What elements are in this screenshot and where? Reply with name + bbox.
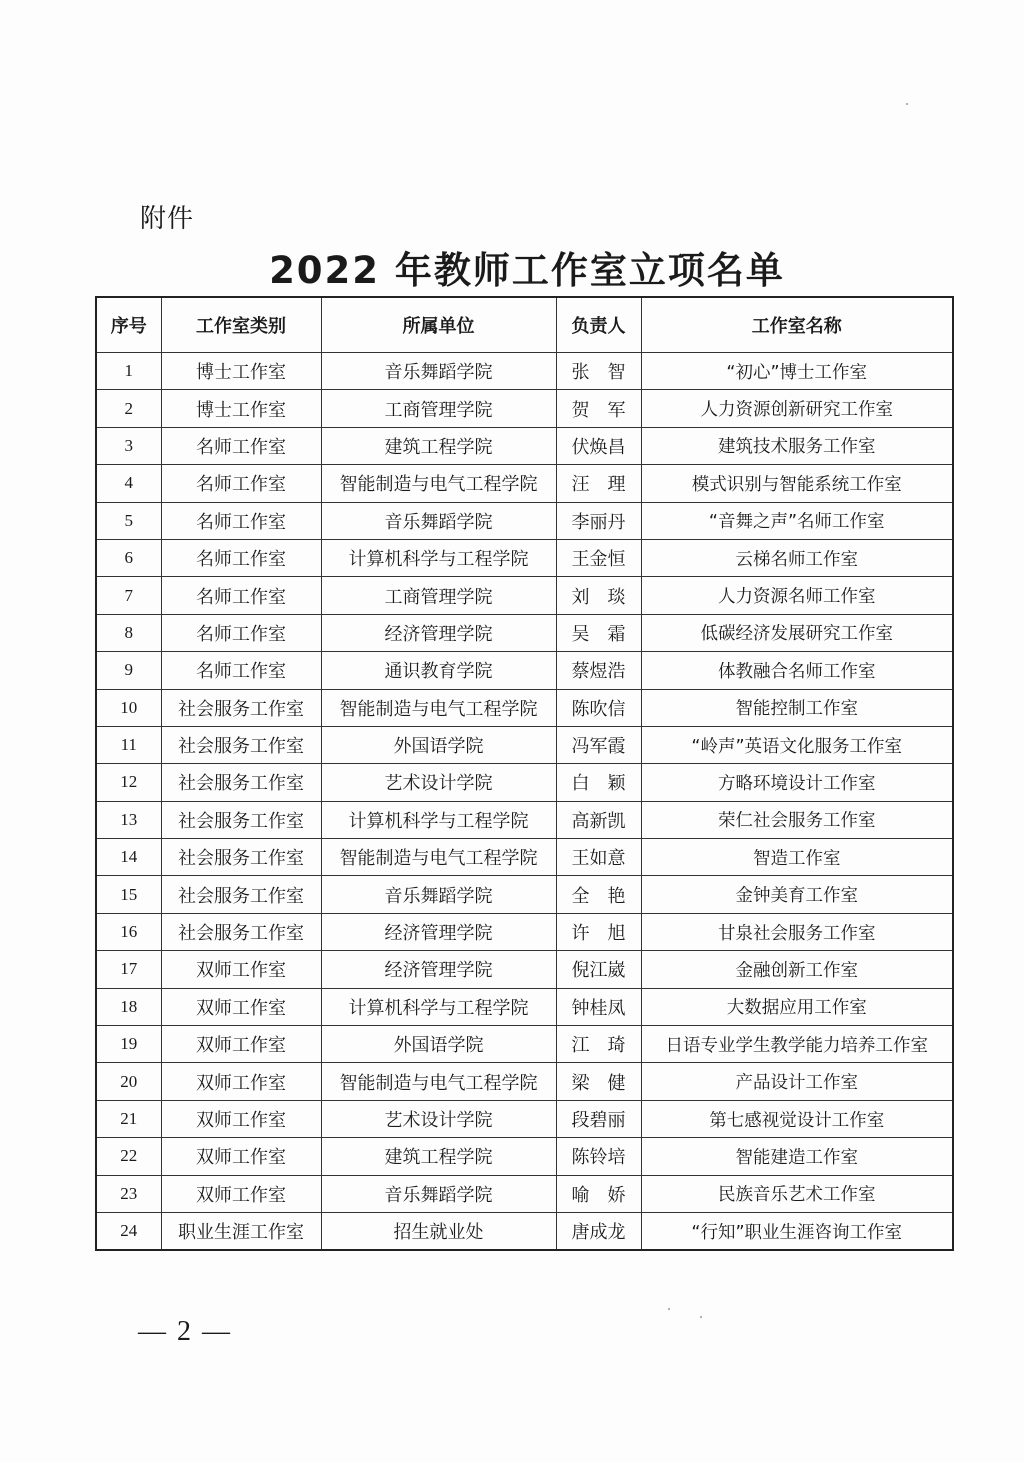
table-row xyxy=(96,390,953,427)
table-row xyxy=(96,427,953,464)
cell-studio-name: 人力资源创新研究工作室 xyxy=(641,390,953,427)
cell-seq: 15 xyxy=(96,876,161,913)
cell-lead: 王金恒 xyxy=(556,539,641,576)
cell-studio-name: 甘泉社会服务工作室 xyxy=(641,913,953,950)
table-row xyxy=(96,951,953,988)
cell-category: 博士工作室 xyxy=(161,390,321,427)
cell-lead: 吴 霜 xyxy=(556,614,641,651)
cell-seq: 6 xyxy=(96,539,161,576)
table-row xyxy=(96,652,953,689)
cell-seq: 8 xyxy=(96,614,161,651)
cell-category: 社会服务工作室 xyxy=(161,913,321,950)
cell-unit: 工商管理学院 xyxy=(321,577,556,614)
cell-category: 名师工作室 xyxy=(161,614,321,651)
cell-lead: 段碧丽 xyxy=(556,1100,641,1137)
cell-unit: 智能制造与电气工程学院 xyxy=(321,1063,556,1100)
cell-lead: 钟桂凤 xyxy=(556,988,641,1025)
attachment-label: 附件 xyxy=(140,204,195,234)
cell-category: 双师工作室 xyxy=(161,1100,321,1137)
cell-category: 名师工作室 xyxy=(161,427,321,464)
cell-lead: 全 艳 xyxy=(556,876,641,913)
page-title: 2022 年教师工作室立项名单 xyxy=(269,249,785,292)
page-number: — 2 — xyxy=(138,1316,232,1347)
cell-category: 双师工作室 xyxy=(161,1175,321,1212)
cell-studio-name: 产品设计工作室 xyxy=(641,1063,953,1100)
cell-seq: 2 xyxy=(96,390,161,427)
cell-studio-name: 模式识别与智能系统工作室 xyxy=(641,465,953,502)
cell-seq: 3 xyxy=(96,427,161,464)
cell-unit: 计算机科学与工程学院 xyxy=(321,801,556,838)
cell-lead: 许 旭 xyxy=(556,913,641,950)
cell-lead: 刘 琰 xyxy=(556,577,641,614)
cell-studio-name: 人力资源名师工作室 xyxy=(641,577,953,614)
table-row xyxy=(96,801,953,838)
cell-unit: 计算机科学与工程学院 xyxy=(321,539,556,576)
cell-category: 社会服务工作室 xyxy=(161,726,321,763)
cell-studio-name: 体教融合名师工作室 xyxy=(641,652,953,689)
cell-lead: 梁 健 xyxy=(556,1063,641,1100)
cell-studio-name: “行知”职业生涯咨询工作室 xyxy=(641,1212,953,1250)
cell-lead: 江 琦 xyxy=(556,1026,641,1063)
cell-unit: 艺术设计学院 xyxy=(321,764,556,801)
cell-lead: 倪江崴 xyxy=(556,951,641,988)
cell-seq: 11 xyxy=(96,726,161,763)
cell-unit: 智能制造与电气工程学院 xyxy=(321,465,556,502)
cell-category: 双师工作室 xyxy=(161,1138,321,1175)
table-header-row xyxy=(96,297,953,353)
cell-studio-name: 建筑技术服务工作室 xyxy=(641,427,953,464)
cell-seq: 21 xyxy=(96,1100,161,1137)
cell-unit: 经济管理学院 xyxy=(321,913,556,950)
cell-seq: 18 xyxy=(96,988,161,1025)
cell-lead: 汪 理 xyxy=(556,465,641,502)
table-row xyxy=(96,913,953,950)
cell-unit: 工商管理学院 xyxy=(321,390,556,427)
cell-unit: 计算机科学与工程学院 xyxy=(321,988,556,1025)
cell-studio-name: 智能控制工作室 xyxy=(641,689,953,726)
cell-lead: 伏焕昌 xyxy=(556,427,641,464)
cell-category: 社会服务工作室 xyxy=(161,839,321,876)
header-studio-name: 工作室名称 xyxy=(641,297,953,353)
cell-studio-name: 智造工作室 xyxy=(641,839,953,876)
cell-lead: 蔡煜浩 xyxy=(556,652,641,689)
cell-seq: 22 xyxy=(96,1138,161,1175)
header-category: 工作室类别 xyxy=(161,297,321,353)
cell-category: 社会服务工作室 xyxy=(161,801,321,838)
table-row xyxy=(96,1212,953,1250)
cell-seq: 17 xyxy=(96,951,161,988)
cell-unit: 音乐舞蹈学院 xyxy=(321,876,556,913)
cell-category: 名师工作室 xyxy=(161,577,321,614)
cell-category: 名师工作室 xyxy=(161,652,321,689)
cell-category: 社会服务工作室 xyxy=(161,876,321,913)
table-row xyxy=(96,1100,953,1137)
cell-category: 双师工作室 xyxy=(161,988,321,1025)
cell-category: 双师工作室 xyxy=(161,1026,321,1063)
cell-lead: 张 智 xyxy=(556,353,641,390)
cell-studio-name: 金钟美育工作室 xyxy=(641,876,953,913)
cell-category: 双师工作室 xyxy=(161,1063,321,1100)
cell-seq: 1 xyxy=(96,353,161,390)
cell-category: 名师工作室 xyxy=(161,465,321,502)
cell-seq: 7 xyxy=(96,577,161,614)
cell-lead: 陈吹信 xyxy=(556,689,641,726)
cell-lead: 李丽丹 xyxy=(556,502,641,539)
scan-speck xyxy=(906,103,908,105)
cell-seq: 10 xyxy=(96,689,161,726)
cell-seq: 5 xyxy=(96,502,161,539)
cell-lead: 高新凯 xyxy=(556,801,641,838)
table-row xyxy=(96,689,953,726)
cell-seq: 20 xyxy=(96,1063,161,1100)
cell-seq: 24 xyxy=(96,1212,161,1250)
cell-seq: 4 xyxy=(96,465,161,502)
cell-unit: 通识教育学院 xyxy=(321,652,556,689)
cell-lead: 唐成龙 xyxy=(556,1212,641,1250)
cell-category: 名师工作室 xyxy=(161,502,321,539)
cell-studio-name: 民族音乐艺术工作室 xyxy=(641,1175,953,1212)
cell-lead: 喻 娇 xyxy=(556,1175,641,1212)
cell-unit: 智能制造与电气工程学院 xyxy=(321,839,556,876)
cell-unit: 音乐舞蹈学院 xyxy=(321,353,556,390)
cell-lead: 王如意 xyxy=(556,839,641,876)
cell-category: 社会服务工作室 xyxy=(161,689,321,726)
scan-speck xyxy=(700,1316,702,1318)
table-row xyxy=(96,1026,953,1063)
cell-studio-name: 日语专业学生教学能力培养工作室 xyxy=(641,1026,953,1063)
cell-unit: 招生就业处 xyxy=(321,1212,556,1250)
cell-unit: 经济管理学院 xyxy=(321,951,556,988)
header-lead: 负责人 xyxy=(556,297,641,353)
table-row xyxy=(96,502,953,539)
table-row xyxy=(96,465,953,502)
scan-speck xyxy=(668,1308,670,1310)
cell-studio-name: 荣仁社会服务工作室 xyxy=(641,801,953,838)
cell-unit: 建筑工程学院 xyxy=(321,1138,556,1175)
cell-studio-name: 第七感视觉设计工作室 xyxy=(641,1100,953,1137)
cell-studio-name: “岭声”英语文化服务工作室 xyxy=(641,726,953,763)
cell-unit: 音乐舞蹈学院 xyxy=(321,1175,556,1212)
cell-category: 博士工作室 xyxy=(161,353,321,390)
cell-seq: 9 xyxy=(96,652,161,689)
cell-seq: 19 xyxy=(96,1026,161,1063)
cell-studio-name: 云梯名师工作室 xyxy=(641,539,953,576)
cell-unit: 外国语学院 xyxy=(321,726,556,763)
cell-studio-name: 智能建造工作室 xyxy=(641,1138,953,1175)
cell-studio-name: 金融创新工作室 xyxy=(641,951,953,988)
cell-studio-name: “音舞之声”名师工作室 xyxy=(641,502,953,539)
cell-category: 名师工作室 xyxy=(161,539,321,576)
table-row xyxy=(96,726,953,763)
cell-category: 社会服务工作室 xyxy=(161,764,321,801)
cell-lead: 贺 军 xyxy=(556,390,641,427)
cell-lead: 白 颖 xyxy=(556,764,641,801)
table-row xyxy=(96,988,953,1025)
cell-studio-name: “初心”博士工作室 xyxy=(641,353,953,390)
table-row xyxy=(96,876,953,913)
cell-unit: 经济管理学院 xyxy=(321,614,556,651)
cell-seq: 12 xyxy=(96,764,161,801)
cell-seq: 16 xyxy=(96,913,161,950)
cell-studio-name: 低碳经济发展研究工作室 xyxy=(641,614,953,651)
table-row xyxy=(96,614,953,651)
cell-category: 双师工作室 xyxy=(161,951,321,988)
cell-lead: 冯军霞 xyxy=(556,726,641,763)
cell-studio-name: 大数据应用工作室 xyxy=(641,988,953,1025)
cell-unit: 智能制造与电气工程学院 xyxy=(321,689,556,726)
header-unit: 所属单位 xyxy=(321,297,556,353)
table-row xyxy=(96,764,953,801)
table-row xyxy=(96,1138,953,1175)
cell-seq: 13 xyxy=(96,801,161,838)
cell-category: 职业生涯工作室 xyxy=(161,1212,321,1250)
table-row xyxy=(96,577,953,614)
cell-unit: 建筑工程学院 xyxy=(321,427,556,464)
cell-unit: 艺术设计学院 xyxy=(321,1100,556,1137)
header-seq: 序号 xyxy=(96,297,161,353)
table-row xyxy=(96,1063,953,1100)
cell-lead: 陈铃培 xyxy=(556,1138,641,1175)
table-row xyxy=(96,839,953,876)
table-row xyxy=(96,1175,953,1212)
studio-list-table xyxy=(95,296,954,1251)
cell-unit: 音乐舞蹈学院 xyxy=(321,502,556,539)
cell-unit: 外国语学院 xyxy=(321,1026,556,1063)
cell-seq: 14 xyxy=(96,839,161,876)
table-body xyxy=(96,353,953,1251)
table-row xyxy=(96,353,953,390)
cell-seq: 23 xyxy=(96,1175,161,1212)
cell-studio-name: 方略环境设计工作室 xyxy=(641,764,953,801)
table-row xyxy=(96,539,953,576)
